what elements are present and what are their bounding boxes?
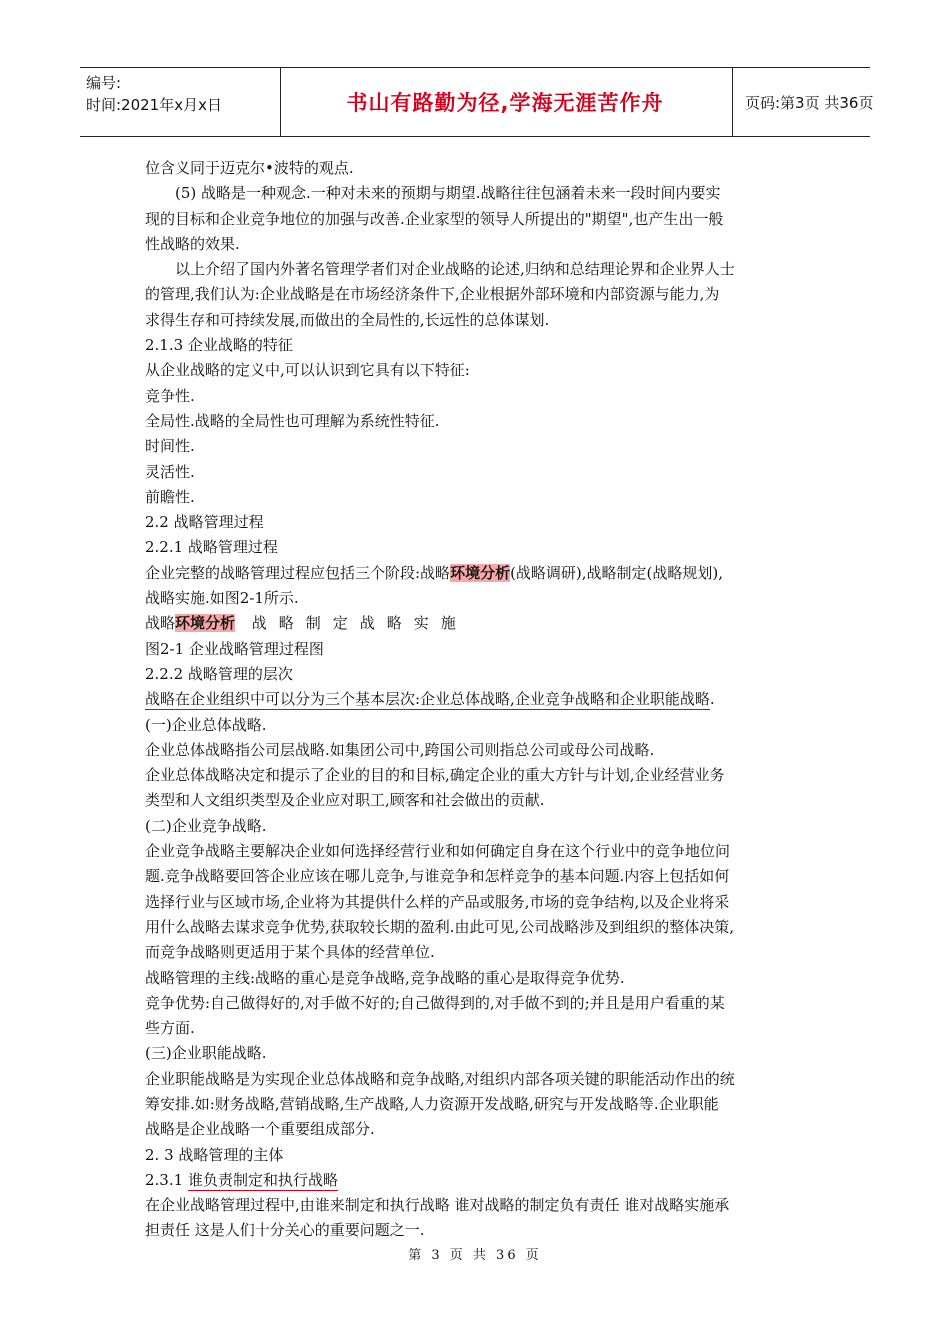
text-line: 担责任 这是人们十分关心的重要问题之一. (145, 1221, 425, 1240)
list-item: 灵活性. (145, 462, 195, 481)
text-line: 现的目标和企业竞争地位的加强与改善.企业家型的领导人所提出的"期望",也产生出一般 (145, 209, 724, 228)
text-line: 企业竞争战略主要解决企业如何选择经营行业和如何确定自身在这个行业中的竞争地位问 (145, 842, 731, 861)
section-heading: 2.1.3 企业战略的特征 (145, 336, 293, 355)
text-line: 选择行业与区域市场,企业将为其提供什么样的产品或服务,市场的竞争结构,以及企业将采 (145, 892, 730, 911)
text-span: 战略制定战略实施 (235, 614, 468, 633)
text-span: 2.3.1 (145, 1170, 188, 1189)
text-line: 在企业战略管理过程中,由谁来制定和执行战略 谁对战略的制定负有责任 谁对战略实施承 (145, 1196, 730, 1215)
page-header (80, 67, 874, 137)
list-item: 全局性.战略的全局性也可理解为系统性特征. (145, 411, 440, 430)
text-line: 些方面. (145, 1019, 195, 1038)
underlined-text: 谁负责制定和执行战略 (187, 1170, 338, 1189)
section-heading (145, 1168, 820, 1193)
document-body (145, 156, 820, 1244)
text-line (145, 561, 820, 586)
section-heading: 2. 3 战略管理的主体 (145, 1145, 284, 1164)
list-item: 前瞻性. (145, 487, 195, 506)
section-heading: 2.2.1 战略管理过程 (145, 538, 278, 557)
doc-code-label: 编号: (86, 74, 122, 92)
text-line: 用什么战略去谋求竞争优势,获取较长期的盈利.由此可见,公司战略涉及到组织的整体决策, (145, 917, 735, 936)
header-divider (732, 68, 733, 136)
page-footer: 第 3 页 共 36 页 (408, 1248, 542, 1263)
text-line: 企业总体战略指公司层战略.如集团公司中,跨国公司则指总公司或母公司战略. (145, 740, 655, 759)
text-span: 企业完整的战略管理过程应包括三个阶段:战略 (145, 563, 451, 582)
section-heading: 2.2.2 战略管理的层次 (145, 664, 293, 683)
section-heading: 2.2 战略管理过程 (145, 513, 264, 532)
doc-time-label: 时间:2021年x月x日 (86, 96, 222, 114)
text-line: 类型和人文组织类型及企业应对职工,顾客和社会做出的贡献. (145, 791, 545, 810)
text-line: 以上介绍了国内外著名管理学者们对企业战略的论述,归纳和总结理论界和企业界人士 (175, 260, 735, 279)
text-line (145, 687, 820, 712)
text-line: 而竞争战略则更适用于某个具体的经营单位. (145, 943, 435, 962)
subsection-heading: (三)企业职能战略. (145, 1044, 267, 1063)
text-line: (5) 战略是一种观念.一种对未来的预期与期望.战略往往包涵着未来一段时间内要实 (175, 184, 721, 203)
text-span: (战略调研),战略制定(战略规划), (510, 563, 724, 582)
text-line: 战略是企业战略一个重要组成部分. (145, 1120, 375, 1139)
text-line: 战略实施.如图2-1所示. (145, 589, 299, 608)
figure-flow-line (145, 611, 820, 636)
highlighted-term: 环境分析 (175, 614, 236, 633)
text-line: 企业总体战略决定和提示了企业的目的和目标,确定企业的重大方针与计划,企业经营业务 (145, 766, 725, 785)
text-line: 的管理,我们认为:企业战略是在市场经济条件下,企业根据外部环境和内部资源与能力,为 (145, 285, 720, 304)
text-line: 求得生存和可持续发展,而做出的全局性的,长远性的总体谋划. (145, 310, 550, 329)
text-line: 题.竞争战略要回答企业应该在哪儿竞争,与谁竞争和怎样竞争的基本问题.内容上包括如何 (145, 867, 730, 886)
text-span: . (709, 690, 715, 709)
header-meta (86, 72, 222, 116)
list-item: 时间性. (145, 437, 195, 456)
text-span: 战略 (145, 614, 176, 633)
underlined-text: 战略在企业组织中可以分为三个基本层次:企业总体战略,企业竞争战略和企业职能战略 (145, 690, 710, 709)
list-item: 竞争性. (145, 386, 195, 405)
text-line: 企业职能战略是为实现企业总体战略和竞争战略,对组织内部各项关键的职能活动作出的统 (145, 1069, 735, 1088)
text-line: 性战略的效果. (145, 234, 240, 253)
highlighted-term: 环境分析 (450, 563, 511, 582)
text-line: 位含义同于迈克尔•波特的观点. (145, 159, 354, 177)
figure-caption: 图2-1 企业战略管理过程图 (145, 639, 324, 658)
header-page-number: 页码:第3页 共36页 (745, 93, 874, 112)
text-line: 竞争优势:自己做得好的,对手做不好的;自己做得到的,对手做不到的;并且是用户看重的某 (145, 993, 725, 1012)
header-motto: 书山有路勤为径,学海无涯苦作舟 (346, 91, 664, 115)
text-line: 从企业战略的定义中,可以认识到它具有以下特征: (145, 361, 470, 380)
subsection-heading: (一)企业总体战略. (145, 715, 267, 734)
text-line: 筹安排.如:财务战略,营销战略,生产战略,人力资源开发战略,研究与开发战略等.企业职能 (145, 1094, 719, 1113)
subsection-heading: (二)企业竞争战略. (145, 816, 267, 835)
text-line: 战略管理的主线:战略的重心是竞争战略,竞争战略的重心是取得竞争优势. (145, 968, 625, 987)
